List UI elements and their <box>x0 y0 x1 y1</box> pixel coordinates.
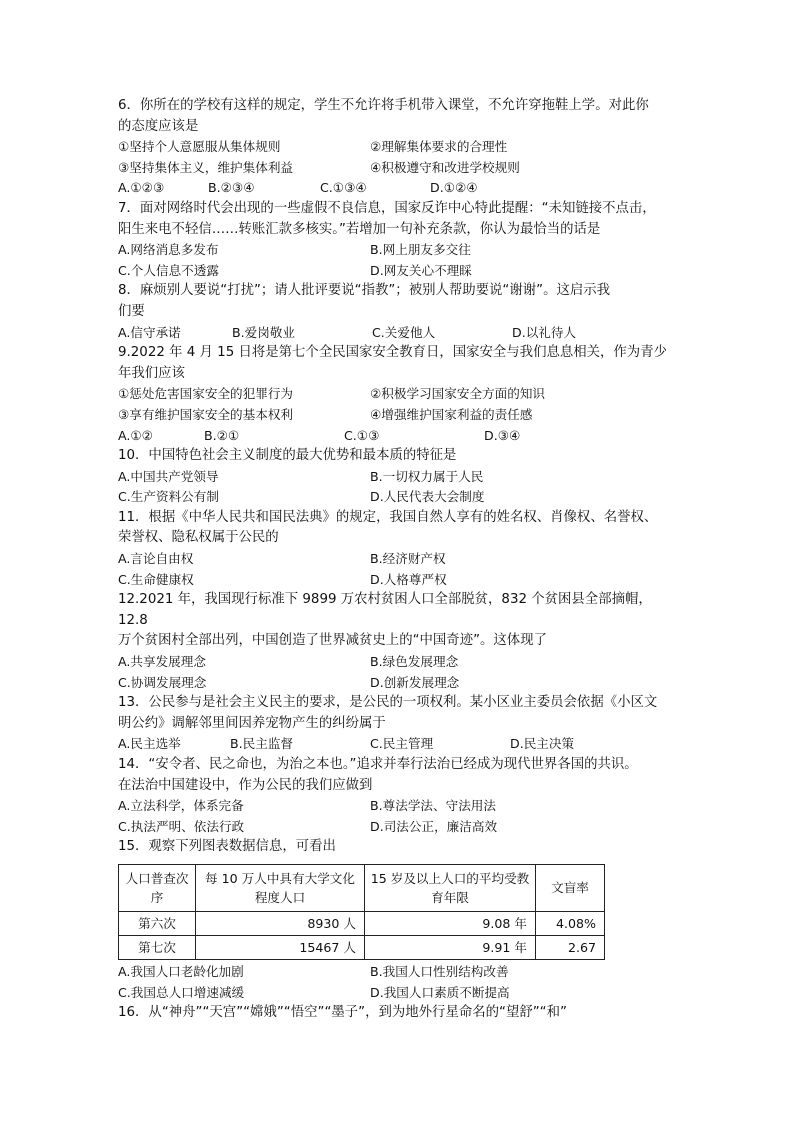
q9-option-d: D.③④ <box>484 427 521 443</box>
q9-option-b: B.②① <box>204 427 240 443</box>
q6-option-c: C.①③④ <box>320 180 367 196</box>
q7-option-c: C.个人信息不透露 <box>118 262 219 278</box>
q6-stem-cont: 的态度应该是 <box>118 118 199 134</box>
q12-stem: 12.2021 年，我国现行标准下 9899 万农村贫困人口全部脱贫，832 个贫困县全部摘帽，12.8 <box>118 592 652 628</box>
q14-option-b: B.尊法学法、守法用法 <box>370 798 496 814</box>
q10-stem: 10．中国特色社会主义制度的最大优势和最本质的特征是 <box>118 448 457 464</box>
q9-option-a: A.①② <box>118 427 153 443</box>
q12-option-b: B.绿色发展理念 <box>370 654 459 670</box>
q10-option-a: A.中国共产党领导 <box>118 468 219 484</box>
q12-stem-cont: 万个贫困村全部出列，中国创造了世界减贫史上的“中国奇迹”。这体现了 <box>118 633 547 649</box>
q9-option-c: C.①③ <box>344 427 380 443</box>
q8-option-b: B.爱岗敬业 <box>232 324 296 340</box>
q6-statement-3: ③坚持集体主义，维护集体利益 <box>118 159 294 175</box>
q10-options-row1 <box>118 467 678 488</box>
q6-statement-4: ④积极遵守和改进学校规则 <box>370 159 520 175</box>
q6-option-d: D.①②④ <box>430 180 478 196</box>
q13-option-a: A.民主选举 <box>118 736 181 752</box>
table-header-illiteracy: 文盲率 <box>536 864 605 911</box>
q11-options-row2 <box>118 570 678 591</box>
table-row <box>119 911 605 935</box>
q7-stem-cont: 阳生来电不轻信……转账汇款多核实。”若增加一句补充条款，你认为最恰当的话是 <box>118 221 601 237</box>
q13-option-c: C.民主管理 <box>370 736 434 752</box>
table-header-education-years: 15 岁及以上人口的平均受教育年限 <box>365 864 536 911</box>
q9-options <box>118 426 678 447</box>
q14-options-row2 <box>118 817 678 838</box>
q7-options-row2 <box>118 261 678 282</box>
q9-statement-2: ②积极学习国家安全方面的知识 <box>370 386 546 402</box>
q11-stem-cont: 荣誉权、隐私权属于公民的 <box>118 530 279 546</box>
q13-option-b: B.民主监督 <box>230 736 294 752</box>
table-header-university: 每 10 万人中具有大学文化程度人口 <box>196 864 365 911</box>
q10-option-d: D.人民代表大会制度 <box>370 489 485 505</box>
q11-option-a: A.言论自由权 <box>118 551 194 567</box>
q10-option-c: C.生产资料公有制 <box>118 489 219 505</box>
table-cell: 第七次 <box>119 935 196 959</box>
table-cell: 第六次 <box>119 911 196 935</box>
q11-option-b: B.经济财产权 <box>370 551 446 567</box>
q9-stem: 9.2022 年 4 月 15 日将是第七个全民国家安全教育日，国家安全与我们息息相关，作为青少 <box>118 345 667 361</box>
q12-options-row2 <box>118 673 678 694</box>
q11-option-d: D.人格尊严权 <box>370 571 447 587</box>
q14-option-c: C.执法严明、依法行政 <box>118 818 245 834</box>
q6-statements-row1 <box>118 137 678 158</box>
q12-options-row1 <box>118 652 678 673</box>
q13-stem: 13．公民参与是社会主义民主的要求，是公民的一项权利。某小区业主委员会依据《小区文 <box>118 695 658 711</box>
q6-options <box>118 178 678 199</box>
q6-stem: 6．你所在的学校有这样的规定，学生不允许将手机带入课堂，不允许穿拖鞋上学。对此你 <box>118 98 649 113</box>
q14-options-row1 <box>118 796 678 817</box>
q10-option-b: B.一切权力属于人民 <box>370 468 484 484</box>
q12-option-a: A.共享发展理念 <box>118 654 206 670</box>
q15-option-b: B.我国人口性别结构改善 <box>370 963 509 979</box>
exam-page <box>118 96 678 1024</box>
q8-stem-cont: 们要 <box>118 303 145 319</box>
q12-option-d: D.创新发展理念 <box>370 674 460 690</box>
q6-statement-2: ②理解集体要求的合理性 <box>370 139 508 155</box>
q15-stem: 15．观察下列图表数据信息，可看出 <box>118 839 336 855</box>
q13-options <box>118 734 678 755</box>
q16-stem: 16．从“神舟”“天宫”“嫦娥”“悟空”“墨子”，到为地外行星命名的“望舒”“和” <box>118 1005 567 1021</box>
q6-statements-row2 <box>118 158 678 179</box>
q6-option-b: B.②③④ <box>208 180 255 196</box>
q6-option-a: A.①②③ <box>118 180 165 196</box>
table-header-census: 人口普查次序 <box>119 864 196 911</box>
q8-stem: 8．麻烦别人要说“打扰”；请人批评要说“指教”；被别人帮助要说“谢谢”。这启示我 <box>118 283 611 299</box>
table-cell: 4.08% <box>536 911 605 935</box>
q8-option-c: C.关爱他人 <box>372 324 436 340</box>
q9-statements-row2 <box>118 405 678 426</box>
q8-option-a: A.信守承诺 <box>118 324 181 340</box>
table-cell: 15467 人 <box>196 935 365 959</box>
q7-options-row1 <box>118 240 678 261</box>
q11-option-c: C.生命健康权 <box>118 571 194 587</box>
table-cell: 9.08 年 <box>365 911 536 935</box>
q9-stem-cont: 年我们应该 <box>118 365 185 381</box>
q7-stem: 7．面对网络时代会出现的一些虚假不良信息，国家反诈中心特此提醒：“未知链接不点击， <box>118 200 656 216</box>
q15-option-a: A.我国人口老龄化加剧 <box>118 963 244 979</box>
q13-option-d: D.民主决策 <box>510 736 575 752</box>
q7-option-b: B.网上朋友多交往 <box>370 242 471 258</box>
table-cell: 8930 人 <box>196 911 365 935</box>
q9-statements-row1 <box>118 384 678 405</box>
q14-stem-cont: 在法治中国建设中，作为公民的我们应做到 <box>118 777 373 793</box>
q9-statement-1: ①惩处危害国家安全的犯罪行为 <box>118 386 294 402</box>
q15-option-c: C.我国总人口增速减缓 <box>118 984 245 1000</box>
q15-options-row2 <box>118 983 678 1004</box>
q11-stem: 11．根据《中华人民共和国民法典》的规定，我国自然人享有的姓名权、肖像权、名誉权、 <box>118 509 658 525</box>
q8-options <box>118 323 678 344</box>
q11-options-row1 <box>118 549 678 570</box>
q9-statement-3: ③享有维护国家安全的基本权利 <box>118 406 294 422</box>
census-table <box>118 864 605 960</box>
q9-statement-4: ④增强维护国家利益的责任感 <box>370 406 533 422</box>
q15-options-row1 <box>118 962 678 983</box>
q13-stem-cont: 明公约》调解邻里间因养宠物产生的纠纷属于 <box>118 715 386 731</box>
q14-stem: 14．“安令者、民之命也，为治之本也。”追求并奉行法治已经成为现代世界各国的共识。 <box>118 757 638 772</box>
q10-options-row2 <box>118 487 678 508</box>
q7-option-a: A.网络消息多发布 <box>118 242 219 258</box>
q15-option-d: D.我国人口素质不断提高 <box>370 984 510 1000</box>
q14-option-a: A.立法科学，体系完备 <box>118 798 244 814</box>
q14-option-d: D.司法公正，廉洁高效 <box>370 818 498 834</box>
q7-option-d: D.网友关心不理睬 <box>370 262 472 278</box>
table-cell: 9.91 年 <box>365 935 536 959</box>
q6-statement-1: ①坚持个人意愿服从集体规则 <box>118 139 281 155</box>
table-row <box>119 935 605 959</box>
q12-option-c: C.协调发展理念 <box>118 674 207 690</box>
table-cell: 2.67 <box>536 935 605 959</box>
q8-option-d: D.以礼待人 <box>512 324 577 340</box>
table-header-row <box>119 864 605 911</box>
